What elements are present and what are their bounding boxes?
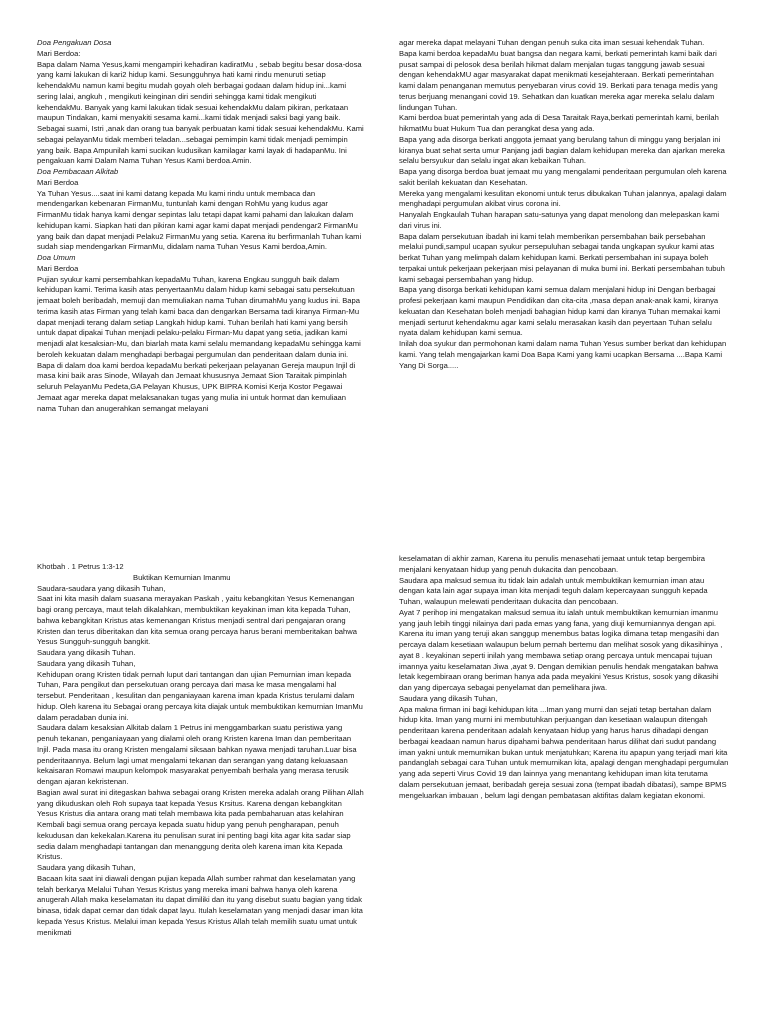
paragraph: Bacaan kita saat ini diawali dengan pujian kepada Allah sumber rahmat dan keselamatan yang telah berkarya Melalui Tuhan Yesus Kristus yang mereka imani bahwa hanya oleh karena anugerah Allah maka keselamatan itu dapat dimiliki dan itu yang disebut suatu bagian yang tidak binasa, tidak dapat cemar dan tidak dapat layu. Itulah keselamatan yang menjadi dasar iman kita kepada Yesus Kristus. Melalui iman kepada Yesus Kristus Allah telah memilih suatu umat untuk menikmati xyxy=(37,873,363,937)
paragraph: Inilah doa syukur dan permohonan kami dalam nama Tuhan Yesus sumber berkat dan kehidupan kami. Yang telah mengajarkan kami Doa Bapa Kami yang kami ucapkan Bersama ....Bapa Kami Yang Di Sorga..... xyxy=(399,339,727,370)
paragraph: Mari Berdoa: xyxy=(37,48,81,58)
paragraph: agar mereka dapat melayani Tuhan dengan penuh suka cita iman sesuai kehendak Tuhan. xyxy=(399,38,705,47)
paragraph: Mari Berdoa xyxy=(37,263,79,273)
paragraph: Mereka yang mengalami kesulitan ekonomi untuk terus dibukakan Tuhan jalannya, apalagi dalam menghadapi pergumulan akibat virus corona ini. xyxy=(399,188,727,209)
sermon-column-left xyxy=(37,562,364,1017)
paragraph: Mari Berdoa xyxy=(37,177,79,187)
paragraph: Saudara yang dikasih Tuhan. xyxy=(37,648,136,657)
paragraph: Saudara yang dikasih Tuhan, xyxy=(399,693,498,703)
prayer-column-right xyxy=(399,38,729,438)
paragraph: Bapa yang disorga berdoa buat jemaat mu yang mengalami penderitaan pergumulan oleh karena sakit berilah kekuatan dan Kesehatan. xyxy=(399,167,727,187)
paragraph: Saudara dalam kesaksian Alkitab dalam 1 Petrus ini menggambarkan suatu peristiwa yang penuh tekanan, penganiayaan yang dialami oleh orang Kristen karena Iman dan pemberitaan Injil. Pada masa itu orang Kristen mengalami siksaan bahkan nyawa menjadi taruhan.Luar bisa penderitaannya. Belum lagi umat mengalami tekanan dan serangan yang datang kekuasaan kekaisaran Romawi maupun kelompok masyarakat penyembah berhala yang merasa terusik dengan ajaran kekristenan. xyxy=(37,723,357,786)
section-heading: Doa Pembacaan Alkitab xyxy=(37,167,119,176)
sermon-title: Buktikan Kemurnian Imanmu xyxy=(133,572,231,582)
section-heading: Doa Umum xyxy=(37,253,76,262)
paragraph: Bapa dalam persekutuan ibadah ini kami telah memberikan persembahan baik persebahan melalui pundi,sampul ucapan syukur persepuluhan sebagai tanda ungkapan syukur kami atas berkat Tuhan yang melimpah dalam kehidupan kami. Berkati persembahan ini supaya boleh terpakai untuk pekerjaan pekerjaan misi pelayanan di muka bumi ini. Berkati persembahan tubuh kami sebagai persembahan yang hidup. xyxy=(399,231,725,284)
paragraph: Apa makna firman ini bagi kehidupan kita ...Iman yang murni dan sejati tetap bertahan dalam hidup kita. Iman yang murni ini membutuhkan perjuangan dan kesetiaan walaupun ditengah penderitaan karena penderitaan adalah kenyataan hidup yang harus harus dihadapi dengan berbagai keadaan namun harus dipahami bahwa penderitaan harus dilihat dari sudut pandang iman yakni untuk memurnikan bukan untuk menjatuhkan; Karena itu apapun yang terjadi mari kita pandanglah sebagai cara Tuhan untuk memurnikan kita, apalagi dengan menghadapi pergumulan yang ada seperti Virus Covid 19 dan lainnya yang menantang kehidupan iman kita terutama dalam persekutuan jemaat, beribadah gereja sesuai zona (tempat ibadah dibatasi), sampe BPMS mengeluarkan imbauan , belum lagi dengan pembatasan aktifitas dalam kegiatan ekonomi. xyxy=(399,704,729,800)
paragraph: Kami berdoa buat pemerintah yang ada di Desa Taraitak Raya,berkati pemerintah kami, berilah hikmatMu buat Hukum Tua dan perangkat desa yang ada. xyxy=(399,113,719,133)
paragraph: keselamatan di akhir zaman, Karena itu penulis menasehati jemaat untuk tetap bergembira menjalani kenyataan hidup yang penuh dukacita dan pencobaan. xyxy=(399,554,706,574)
paragraph: Saat ini kita masih dalam suasana merayakan Paskah , yaitu kebangkitan Yesus Kemenangan bagi orang percaya, maut telah dikalahkan, membuktikan keyakinan iman kita kepada Tuhan, bahwa kebangkitan Kristus atas kemenangan Kristus menjadi sentral dari pengajaran orang Kristen dan terus diberitakan dan kita semua orang percaya harus berani memberitakan bahwa Yesus Sungguh-sungguh bangkit. xyxy=(37,594,357,647)
paragraph: Kehidupan orang Kristen tidak pernah luput dari tantangan dan ujian Pemurnian iman kepada Tuhan, Para pengikut dan persekutuan orang percaya dari masa ke masa mengalami hal tersebut. Penderitaan , kesulitan dan penganiayaan karena iman kpada Kristus terulami dalam hidup. Oleh karena itu Sebagai orang percaya kita diajak untuk membuktikan kemurnian ImanMu dalam peradaban dunia ini. xyxy=(37,669,363,722)
paragraph: Saudara apa maksud semua itu tidak lain adalah untuk membuktikan kemurnian iman atau dengan kata lain agar supaya iman kita menjadi teguh dalam kepercayaan sungguh kepada Tuhan, walaupun melewati penderitaan dukacita dan pencobaan. xyxy=(399,575,708,606)
paragraph: Saudara-saudara yang dikasih Tuhan, xyxy=(37,583,166,593)
paragraph: Bapa yang disorga berkati kehidupan kami semua dalam menjalani hidup ini Dengan berbagai profesi pekerjaan kami maupun Pendidikan dan cita-cita ,masa depan anak-anak kami, kiranya kekuatan dan Kesehatan boleh menjadi bahagian hidup kami dan kiranya Tuhan memakai kami menjadi serturut kehendakmu agar kami selalu merasakan kasih dan peyertaan Tuhan selalu nyata dalam kehidupan kami semua. xyxy=(399,285,721,338)
paragraph: Bapa yang ada disorga berkati anggota jemaat yang berulang tahun di minggu yang berjalan ini kiranya buat sehat serta umur Panjang jadi bagian dalam kehidupan mereka dan ajarkan mereka selalu bersyukur dan selalu ingat akan kebaikan Tuhan. xyxy=(399,134,725,166)
paragraph: Saudara yang dikasih Tuhan, xyxy=(37,863,136,872)
paragraph: Bagian awal surat ini ditegaskan bahwa sebagai orang Kristen mereka adalah orang Pilihan Allah yang dikuduskan oleh Roh supaya taat kepada Yesus Krsitus. Karena dengan kebangkitan Yesus Kristus dia antara orang mati telah membawa kita pada pembaharuan atas kelahiran Kembali bagi semua orang percaya kepada suatu hidup yang penuh pengharapan, penuh kekudusan dan kekekalan.Karena itu penulisan surat ini penting bagi kita agar kita sadar siap sedia dalam menghadapi tantangan dan menanggung derita oleh karena iman kita Kepada Kristus. xyxy=(37,787,364,862)
paragraph: Pujian syukur kami persembahkan kepadaMu Tuhan, karena Engkau sungguh baik dalam kehidupan kami. Terima kasih atas penyertaanMu dalam hidup kami sebagai satu persekutuan jemaat boleh beribadah, memuji dan memuliakan nama Tuhan dirumahMu yang kudus ini. Bapa terima kasih atas Firman yang telah kami baca dan dengarkan Bersama tadi kiranya Firman-Mu dapat menjadi terang dalam setiap Langkah hidup kami. Tuhan berilah hati kami yang bersih untuk dapat dipakai Tuhan menjadi pelaku-pelaku Firman-Mu dapat yang setia, jadikan kami menjadi alat kesaksian-Mu, dan biarlah mata kami selalu memandang kepadaMu sehingga kami beroleh kekuatan dalam menghadapi berbagai pergumulan dan penderitaan dalam dunia ini. Bapa di dalam doa kami berdoa kepadaMu berkati pekerjaan pelayanan Gereja maupun Injil di masa kini baik aras Sinode, Wilayah dan Jemaat khususnya Jemaat Sion Taraitak pimpinlah seluruh PelayanMu Pedeta,GA Pelayan Khusus, UPK BIPRA Komisi Kerja Kostor Pegawai Jemaat agar mereka dapat melaksanakan tugas yang mulia ini untuk hormat dan kemuliaan nama Tuhan dan anugerahkan semangat melayani xyxy=(37,274,361,413)
paragraph: Hanyalah Engkaulah Tuhan harapan satu-satunya yang dapat menolong dan melepaskan kami dari virus ini. xyxy=(399,210,720,230)
paragraph: Saudara yang dikasih Tuhan, xyxy=(37,658,136,668)
paragraph: Bapa dalam Nama Yesus,kami mengampiri kehadiran kadiratMu , sebab begitu besar dosa-dosa yang kami lakukan di kari2 hidup kami. Sesungguhnya hati kami rindu menuruti setiap kehendakMu namun kami begitu mudah goyah oleh berbagai godaan dalam hidup ini...kami sering lalai, angkuh , mengikuti keinginan diri sendiri sehingga kami tidak mengikuti kehendakMu. Banyak yang kami lakukan tidak sesuai kehendakMu dalam pikiran, perkataan maupun Tindakan, kami menyakiti sesama kami...kami tidak menjadi saksi bagi yang baik. Sebagai suami, Istri ,anak dan orang tua banyak perbuatan kami tidak sesuai kehendakMu. Kami sebagai pelayanMu tidak memberi teladan...sebagai pemimpin kami tidak menjadi pemimpin yang baik. Bapa Ampunilah kami sucikan kudusikan kamilagar kami layak di hadapanMu. Ini pengakuan kami Dalam Nama Tuhan Yesus Kami berdoa.Amin. xyxy=(37,59,364,166)
paragraph: Ya Tuhan Yesus....saat ini kami datang kepada Mu kami rindu untuk membaca dan mendengarkan kebenaran FirmanMu, tuntunlah kami dengan RohMu yang kudus agar FirmanMu tidak hanya kami dengar sepintas lalu tetapi dapat kami pahami dan lakukan dalam kehidupan kami. Siapkan hati dan pikiran kami agar kami dapat menjadi pendengar2 FirmanMu yang baik dan dapat menjadi Pelaku2 FirmanMu yang setia. Karena itu berfirmanlah Tuhan kami sudah siap mendengarkan FirmanMu, didalam nama Tuhan Yesus Kami berdoa,Amin. xyxy=(37,188,362,252)
paragraph: Khotbah . 1 Petrus 1:3-12 xyxy=(37,562,124,571)
paragraph: Bapa kami berdoa kepadaMu buat bangsa dan negara kami, berkati pemerintah kami baik dari pusat sampai di pelosok desa berilah hikmat dalam menjalan tugas tanggung jawab sesuai dengan kehendakMU agar masyarakat dapat menikmati kesejahteraan. Berkati pemerintahan kami dalam penanganan memutus penyebaran virus covid 19. Berkati para tenaga medis yang terus berjuang menangani covid 19. Sehatkan dan kuatkan mereka agar mereka selalu dalam lindungan Tuhan. xyxy=(399,48,718,112)
paragraph: Ayat 7 perihop ini mengatakan maksud semua itu ialah untuk membuktikan kemurnian imanmu yang jauh lebih tinggi nilainya dari pada emas yang fana, yang diuji kemurniannya dengan api. Karena itu iman yang teruji akan sanggup menembus batas logika dimana tetap mengasihi dan percaya dalam kesetiaan walaupun belum pernah bertemu dan melihat sosok yang dikasihinya , ayat 8 . keyakinan seperti inilah yang membawa setiap orang percaya untuk mencapai tujuan imannya yaitu keselamatan Jiwa ,ayat 9. Dengan demikian penulis hendak mengatakan bahwa letak kegembiraan orang beriman hanya ada pada meyakini Yesus Kristus, sosok yang dikasihi dan yang dipercaya sebagai penyelamat dan pemelihara jiwa. xyxy=(399,607,723,692)
prayer-column-left xyxy=(37,38,364,483)
section-heading: Doa Pengakuan Dosa xyxy=(37,38,112,47)
sermon-column-right xyxy=(399,554,729,874)
